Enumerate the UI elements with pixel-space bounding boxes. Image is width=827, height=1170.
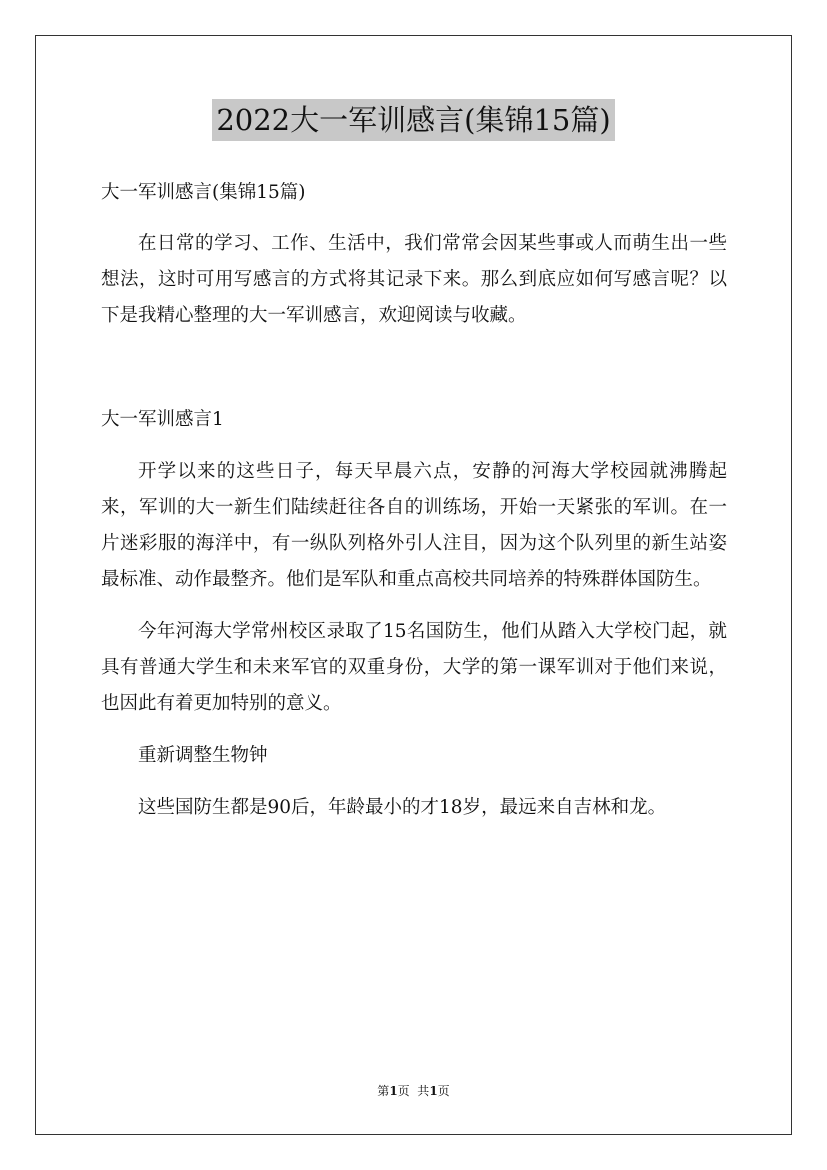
section-heading: 大一军训感言1 [101,409,224,430]
footer-middle: 页 共 [397,1084,430,1098]
body-paragraph: 开学以来的这些日子，每天早晨六点，安静的河海大学校园就沸腾起来，军训的大一新生们陆续赶往各自的训练场，开始一天紧张的军训。在一片迷彩服的海洋中，有一纵队列格外引人注目，因为这个队列里的新生站姿最标准、动作最整齐。他们是军队和重点高校共同培养的特殊群体国防生。 [101,461,727,590]
footer-prefix: 第 [377,1084,390,1098]
intro-paragraph: 在日常的学习、工作、生活中，我们常常会因某些事或人而萌生出一些想法，这时可用写感言的方式将其记录下来。那么到底应如何写感言呢？以下是我精心整理的大一军训感言，欢迎阅读与收藏。 [101,233,727,326]
spacer [101,438,727,454]
spacer [101,774,727,790]
body-paragraph: 今年河海大学常州校区录取了15名国防生，他们从踏入大学校门起，就具有普通大学生和未来军官的双重身份，大学的第一课军训对于他们来说，也因此有着更加特别的意义。 [101,621,727,714]
spacer [101,334,727,402]
spacer [101,722,727,738]
spacer [101,598,727,614]
page-footer [0,1083,827,1099]
body-paragraph: 这些国防生都是90后，年龄最小的才18岁，最远来自吉林和龙。 [138,797,667,818]
footer-page-number: 1 [389,1084,398,1098]
document-subtitle: 大一军训感言(集锦15篇) [101,182,306,203]
document-body [101,175,727,826]
footer-total-pages: 1 [429,1084,438,1098]
footer-suffix: 页 [437,1084,450,1098]
document-title: 2022大一军训感言(集锦15篇) [212,99,614,141]
title-container [0,99,827,141]
spacer [101,211,727,226]
subheading-paragraph: 重新调整生物钟 [138,745,268,766]
